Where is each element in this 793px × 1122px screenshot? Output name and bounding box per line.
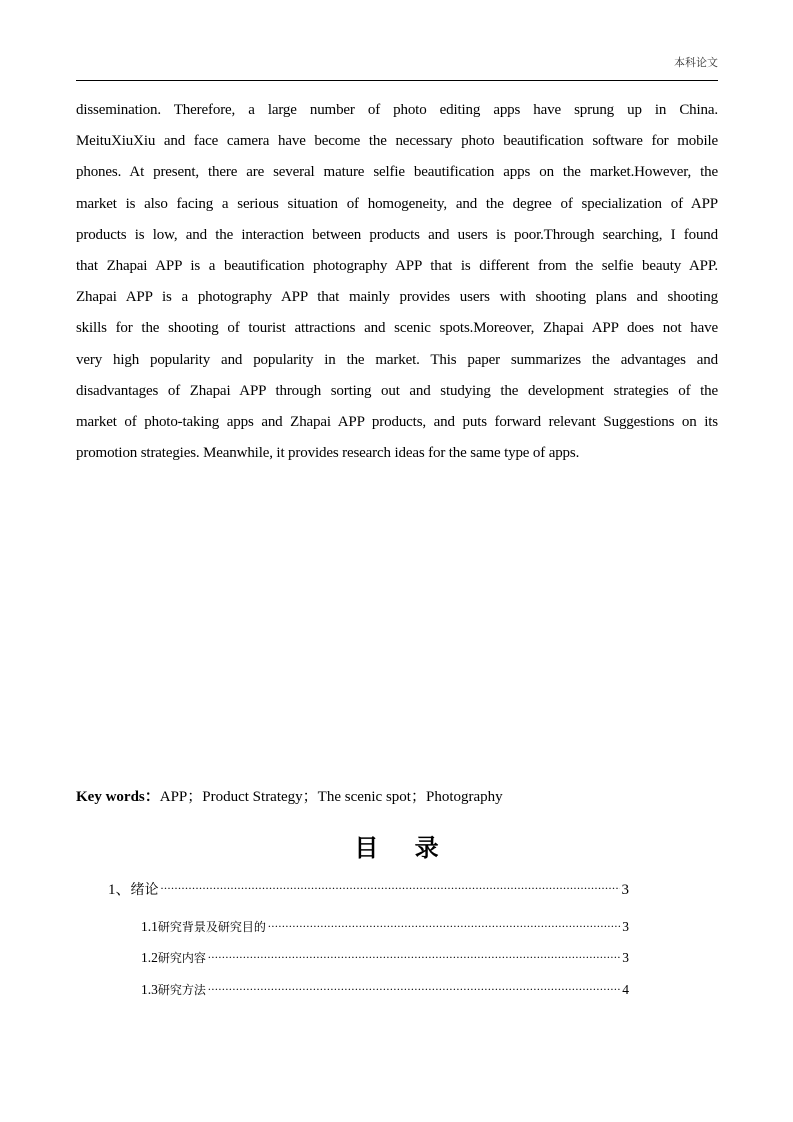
abstract-line: that Zhapai APP is a beautification photography APP that is different from the selfie beauty APP. [76,257,718,274]
toc-entry-page: 3 [622,950,629,965]
abstract-line: skills for the shooting of tourist attractions and scenic spots.Moreover, Zhapai APP does not have [76,320,718,337]
abstract-line: market is also facing a serious situation of homogeneity, and the degree of specialization of APP [76,195,718,212]
toc-title: 目 录 [354,834,453,862]
toc-dot-leader [268,918,620,932]
keywords-text: APP；Product Strategy；The scenic spot；Photography [159,789,503,805]
toc-dot-leader [208,981,620,995]
toc-entry-number: 1.2 [141,950,158,965]
toc-entry-title: 研究方法 [157,983,206,997]
toc-entry-title: 研究背景及研究目的 [157,920,266,934]
abstract-line: dissemination. Therefore, a large number of photo editing apps have sprung up in China. [76,102,718,118]
abstract-line: very high popularity and popularity in the market. This paper summarizes the advantages and [76,351,718,368]
toc-entry-number: 1.3 [141,982,158,997]
header-rule [76,80,718,81]
abstract-line: Zhapai APP is a photography APP that mainly provides users with shooting plans and shooting [76,289,718,306]
toc-entry-title: 研究内容 [157,951,206,965]
abstract-line: products is low, and the interaction between products and users is poor.Through searching, I found [76,226,718,243]
toc-entry[interactable] [141,980,629,1000]
abstract-line: disadvantages of Zhapai APP through sorting out and studying the development strategies of the [76,382,718,399]
toc-dot-leader [208,949,620,963]
toc-entry-page: 4 [622,982,629,997]
toc-entry[interactable] [108,879,629,901]
toc-entry[interactable] [141,917,629,937]
running-header: 本科论文 [674,56,718,69]
keywords [76,786,503,808]
abstract-line: market of photo-taking apps and Zhapai APP products, and puts forward relevant Suggestions on its [76,413,718,430]
abstract-line: promotion strategies. Meanwhile, it provides research ideas for the same type of apps. [76,445,580,462]
toc-entry-number: 1.1 [141,919,158,934]
toc-dot-leader [161,879,620,894]
toc-entry-number: 1、 [108,882,131,898]
toc-entry-page: 3 [621,882,629,898]
toc-entry-title: 绪论 [130,882,159,898]
toc-entry[interactable] [141,948,629,968]
keywords-label: Key words： [76,789,160,805]
toc-entry-page: 3 [622,919,629,934]
abstract-line: MeituXiuXiu and face camera have become the necessary photo beautification software for mobile [76,133,718,150]
abstract-line: phones. At present, there are several mature selfie beautification apps on the market.However, the [76,164,718,181]
abstract-body [76,95,718,469]
